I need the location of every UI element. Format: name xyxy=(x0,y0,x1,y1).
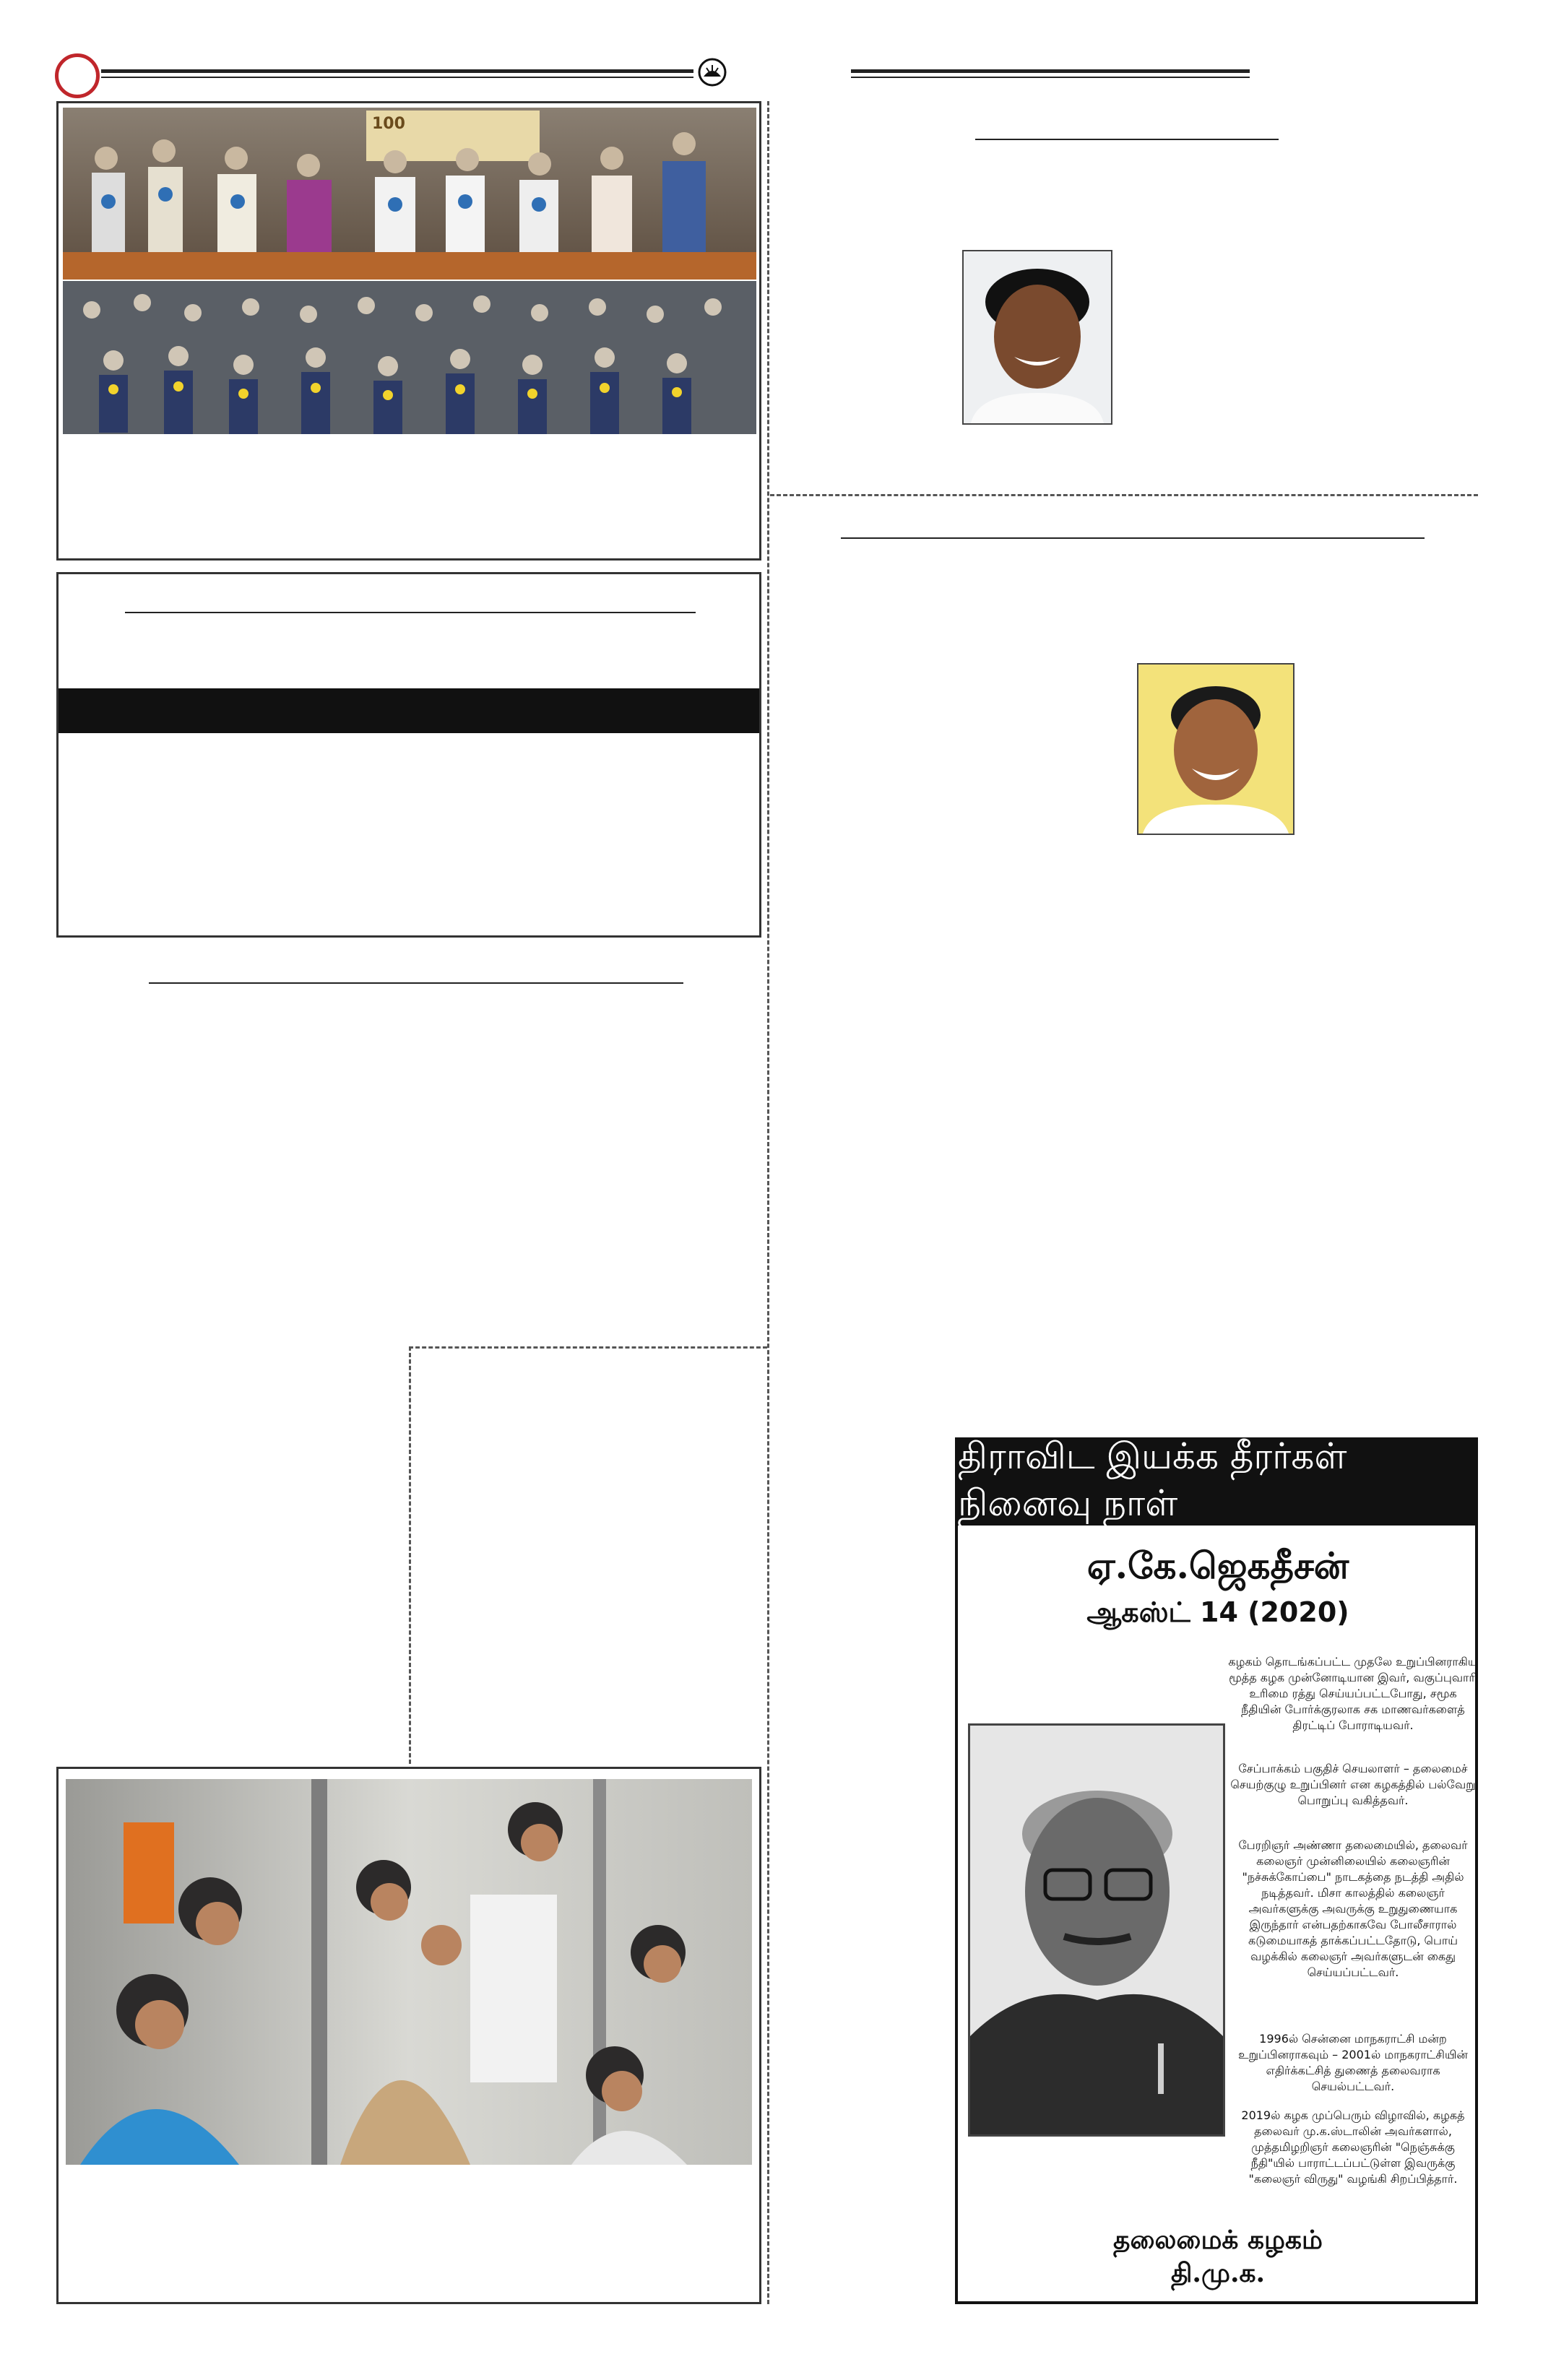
portrait-photo-1 xyxy=(962,250,1112,425)
pledge-ceremony-photo xyxy=(63,108,756,280)
story-box-bus xyxy=(56,1767,761,2304)
memorial-paragraph-1: கழகம் தொடங்கப்பட்ட முதலே உறுப்பினராகிய மூத்த கழக முன்னோடியான இவர், வகுப்புவாரி உரிமை ரத்து செய்யப்பட்டபோது, சமூக நீதியின் போர்க்குரலாக சக மாணவர்களைத் திரட்டிப் போராடியவர். xyxy=(1228,1655,1478,1732)
header-rule-right-thin xyxy=(851,77,1250,78)
memorial-ad-date: ஆகஸ்ட் 14 (2020) xyxy=(1086,1596,1349,1628)
headline-rule xyxy=(125,612,696,613)
bus-ride-photo xyxy=(66,1779,752,2165)
headline-rule-right-1 xyxy=(975,139,1279,140)
header-rule-left-thin xyxy=(101,77,693,78)
inset-box-left xyxy=(409,1346,411,1764)
memorial-ad-header: திராவிட இயக்க தீரர்கள் நினைவு நாள் xyxy=(958,1439,1478,1526)
right-column-section-divider xyxy=(770,494,1478,496)
column-divider xyxy=(767,101,769,2304)
memorial-paragraph-3: பேரறிஞர் அண்ணா தலைமையில், தலைவர் கலைஞர் முன்னிலையில் கலைஞரின் "நச்சுக்கோப்பை" நாடகத்தை நடத்தி அதில் நடித்தவர். மிசா காலத்தில் கலைஞர் அவர்களுக்கு அவருக்கு உறுதுணையாக இருந்தார் என்பதற்காகவே போலீசாரால் கடுமையாகத் தாக்கப்பட்டதோடு, பொய் வழக்கில் கலைஞர் அவர்களுடன் கைது செய்யப்பட்டவர். xyxy=(1238,1838,1468,1979)
portrait-photo-2 xyxy=(1137,663,1295,835)
memorial-paragraph-4: 1996ல் சென்னை மாநகராட்சி மன்ற உறுப்பினராகவும் – 2001ல் மாநகராட்சியின் எதிர்க்கட்சித் துணைத் தலைவராக செயல்பட்டவர். xyxy=(1238,2032,1468,2093)
memorial-signature-1: தலைமைக் கழகம் xyxy=(1113,2225,1323,2255)
header-rule-left xyxy=(101,69,693,73)
event-banner-number: 100 xyxy=(372,115,405,133)
memorial-signature-2: தி.மு.க. xyxy=(1170,2258,1266,2288)
memorial-paragraph-5: 2019ல் கழக முப்பெரும் விழாவில், கழகத் தலைவர் மு.க.ஸ்டாலின் அவர்களால், முத்தமிழறிஞர் கலைஞரின் "நெஞ்சுக்கு நீதி"யில் பாராட்டப்பட்டுள்ள இவருக்கு "கலைஞர் விருது" வழங்கி சிறப்பித்தார். xyxy=(1241,2108,1465,2186)
story-box-pledge xyxy=(56,101,761,561)
memorial-ad-name: ஏ.கே.ஜெகதீசன் xyxy=(1086,1544,1349,1587)
black-band xyxy=(59,688,759,733)
story-box-2 xyxy=(56,572,761,938)
headline-rule-right-2 xyxy=(841,537,1425,539)
memorial-portrait xyxy=(968,1723,1225,2137)
inset-box-top xyxy=(409,1346,767,1349)
memorial-paragraph-2: சேப்பாக்கம் பகுதிச் செயலாளர் – தலைமைச் செயற்குழு உறுப்பினர் என கழகத்தில் பல்வேறு பொறுப்பு வகித்தவர். xyxy=(1230,1762,1476,1807)
students-audience-photo xyxy=(63,281,756,434)
page-number-circle xyxy=(55,53,100,98)
rising-sun-logo-icon xyxy=(698,58,727,87)
headline-rule-story-3 xyxy=(149,982,683,984)
header-rule-right xyxy=(851,69,1250,73)
